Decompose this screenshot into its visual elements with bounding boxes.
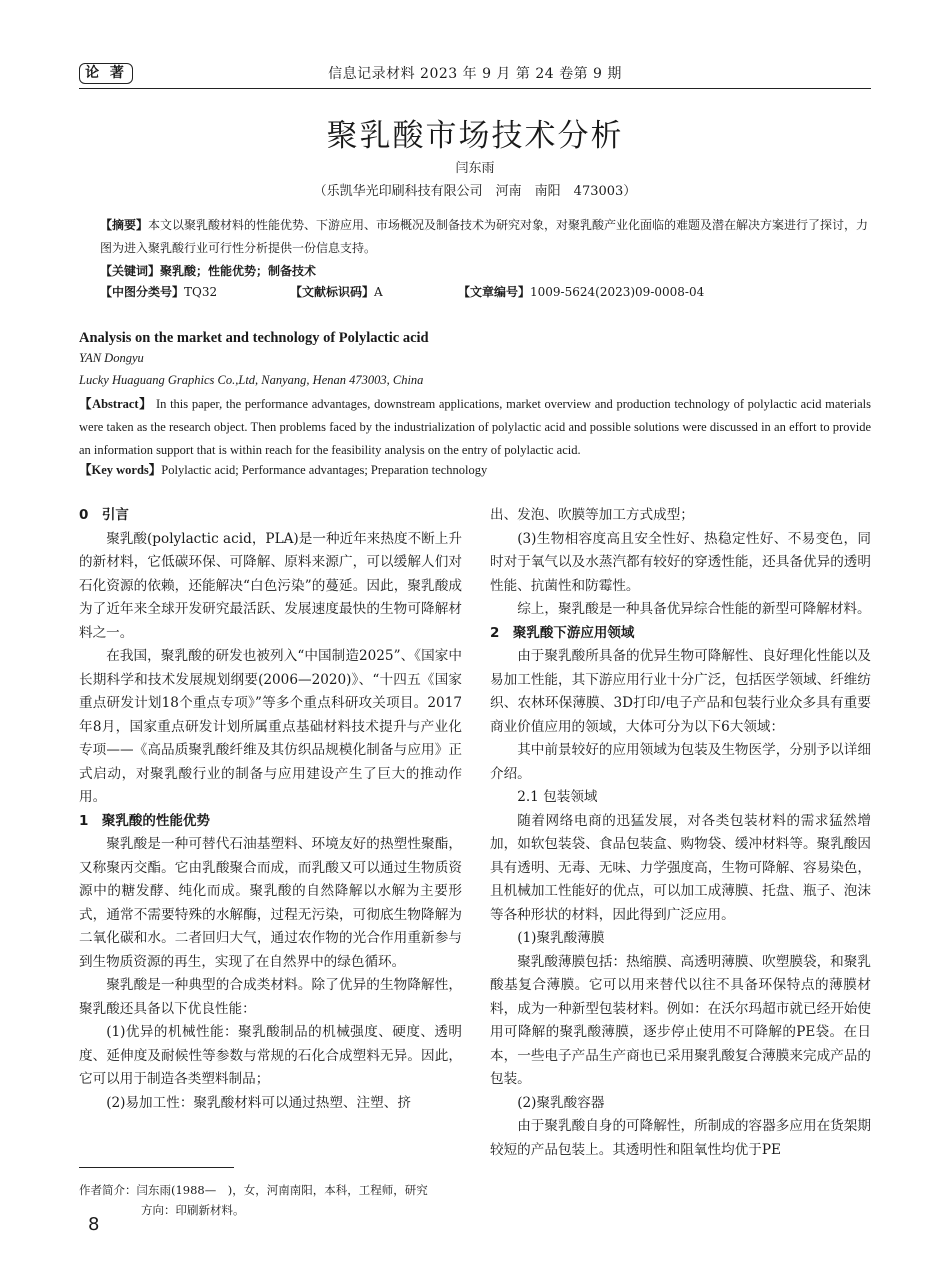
english-keywords xyxy=(79,460,871,478)
paragraph: 在我国，聚乳酸的研发也被列入“中国制造2025”、《国家中长期科学和技术发展规划纲要(2006—2020)》、“十四五《国家重点研发计划18个重点专项》”等多个重点科研攻关项目。2017年8月，国家重点研发计划所属重点基础材料技术提升与产业化专项——《高品质聚乳酸纤维及其仿织品规模化制备与应用》正式启动，对聚乳酸行业的制备与应用建设产生了巨大的推动作用。 xyxy=(79,648,462,805)
english-author: YAN Dongyu xyxy=(79,351,144,365)
english-abstract xyxy=(79,393,871,462)
paragraph: (2)易加工性：聚乳酸材料可以通过热塑、注塑、挤 xyxy=(106,1094,411,1111)
paragraph: (3)生物相容度高且安全性好、热稳定性好、不易变色，同时对于氧气以及水蒸汽都有较好的穿透性能，还具备优异的透明性能、抗菌性和防霉性。 xyxy=(490,530,871,594)
right-column xyxy=(490,504,871,1162)
english-abstract-text: In this paper, the performance advantages, downstream applications, market overview and production technology of polylactic acid materials were taken as the research object. Then problems faced by the industrialization of polylactic acid and possible solutions were discussed in an effort to provide an information support that is within reach for the feasibility analysis on the entry of polylactic acid. xyxy=(79,397,872,457)
footnote-rule xyxy=(79,1167,234,1168)
paragraph: 综上，聚乳酸是一种具备优异综合性能的新型可降解材料。 xyxy=(517,601,871,617)
header-rule xyxy=(79,88,871,89)
paragraph: 其中前景较好的应用领域为包装及生物医学，分别予以详细介绍。 xyxy=(490,742,871,782)
section-1-heading: 1 聚乳酸的性能优势 xyxy=(79,812,210,829)
author-footnote xyxy=(79,1180,462,1220)
paragraph: 聚乳酸是一种可替代石油基塑料、环境友好的热塑性聚酯，又称聚丙交酯。它由乳酸聚合而成，而乳酸又可以通过生物质资源中的糖发酵、纯化而成。聚乳酸的自然降解以水解为主要形式，通常不需要特殊的水解酶，过程无污染，可彻底生物降解为二氧化碳和水。二者回归大气，通过农作物的光合作用重新参与到生物质资源的再生，实现了在自然界中的绿色循环。 xyxy=(79,836,462,970)
keywords-cn-label: 【关键词】 xyxy=(100,264,161,278)
english-title: Analysis on the market and technology of Polylactic acid xyxy=(79,330,429,346)
page-number: 8 xyxy=(88,1214,100,1235)
keywords-cn-text: 聚乳酸；性能优势；制备技术 xyxy=(160,264,317,278)
running-header: 信息记录材料 2023 年 9 月 第 24 卷第 9 期 xyxy=(328,66,622,82)
section-0-heading: 0 引言 xyxy=(79,507,129,523)
paragraph: 聚乳酸(polylactic acid，PLA)是一种近年来热度不断上升的新材料，它低碳环保、可降解、原料来源广，可以缓解人们对石化资源的依赖，还能解决“白色污染”的蔓延。因此，聚乳酸成为了近年来全球开发研究最活跃、发展速度最快的生物可降解材料之一。 xyxy=(79,530,462,641)
abstract-cn-text: 本文以聚乳酸材料的性能优势、下游应用、市场概况及制备技术为研究对象，对聚乳酸产业化面临的难题及潜在解决方案进行了探讨，力图为进入聚乳酸行业可行性分析提供一份信息支持。 xyxy=(100,218,869,255)
doc-code-field: 【文献标识码】A xyxy=(290,285,383,299)
keywords-cn xyxy=(100,260,872,283)
footnote-line-1: 作者简介：闫东雨(1988— )，女，河南南阳，本科，工程师，研究 xyxy=(79,1183,428,1197)
paragraph: 聚乳酸薄膜包括：热缩膜、高透明薄膜、吹塑膜袋，和聚乳酸基复合薄膜。它可以用来替代以往不具备环保特点的薄膜材料，成为一种新型包装材料。例如：在沃尔玛超市就已经开始使用可降解的聚乳酸薄膜，逐步停止使用不可降解的PE袋。在日本，一些电子产品生产商也已采用聚乳酸复合薄膜来完成产品的包装。 xyxy=(490,953,871,1087)
paragraph: 出、发泡、吹膜等加工方式成型； xyxy=(490,507,694,523)
paragraph: 随着网络电商的迅猛发展，对各类包装材料的需求猛然增加，如软包装袋、食品包装盒、购物袋、缓冲材料等。聚乳酸因具有透明、无毒、无味、力学强度高，生物可降解、容易染色，且机械加工性能好的优点，可以加工成薄膜、托盘、瓶子、泡沫等各种形状的材料，因此得到广泛应用。 xyxy=(490,812,871,923)
left-column xyxy=(79,504,462,1115)
section-2-heading: 2 聚乳酸下游应用领域 xyxy=(490,624,635,641)
english-affiliation: Lucky Huaguang Graphics Co.,Ltd, Nanyang, Henan 473003, China xyxy=(79,373,424,387)
paragraph: 聚乳酸是一种典型的合成类材料。除了优异的生物降解性，聚乳酸还具备以下优良性能： xyxy=(79,977,462,1017)
subsection-2-1-heading: 2.1 包装领域 xyxy=(517,789,598,805)
abstract-cn-label: 【摘要】 xyxy=(100,218,149,232)
abstract-cn xyxy=(100,214,872,260)
article-number-field: 【文章编号】1009-5624(2023)09-0008-04 xyxy=(458,285,705,299)
footnote-line-2: 方向：印刷新材料。 xyxy=(141,1203,245,1217)
column-tag: 论 著 xyxy=(79,63,133,84)
author-name: 闫东雨 xyxy=(455,161,495,176)
film-subheading: (1)聚乳酸薄膜 xyxy=(517,930,605,946)
english-abstract-label: 【Abstract】 xyxy=(79,397,153,411)
paragraph: 由于聚乳酸所具备的优异生物可降解性、良好理化性能以及易加工性能，其下游应用行业十分广泛，包括医学领域、纤维纺织、农林环保薄膜、3D打印/电子产品和包装行业众多具有重要商业价值应用的领域，大体可分为以下6大领域： xyxy=(490,648,871,735)
paragraph: 由于聚乳酸自身的可降解性，所制成的容器多应用在货架期较短的产品包装上。其透明性和阻氧性均优于PE xyxy=(490,1118,871,1158)
clc-field: 【中图分类号】TQ32 xyxy=(100,285,218,299)
english-keywords-label: 【Key words】 xyxy=(79,463,162,477)
english-keywords-text: Polylactic acid; Performance advantages; Preparation technology xyxy=(161,463,488,477)
paper-title: 聚乳酸市场技术分析 xyxy=(326,118,624,154)
paragraph: (1)优异的机械性能：聚乳酸制品的机械强度、硬度、透明度、延伸度及耐候性等参数与常规的石化合成塑料无异。因此，它可以用于制造各类塑料制品； xyxy=(79,1024,462,1087)
container-subheading: (2)聚乳酸容器 xyxy=(517,1094,605,1111)
author-affiliation: （乐凯华光印刷科技有限公司 河南 南阳 473003） xyxy=(313,184,637,199)
